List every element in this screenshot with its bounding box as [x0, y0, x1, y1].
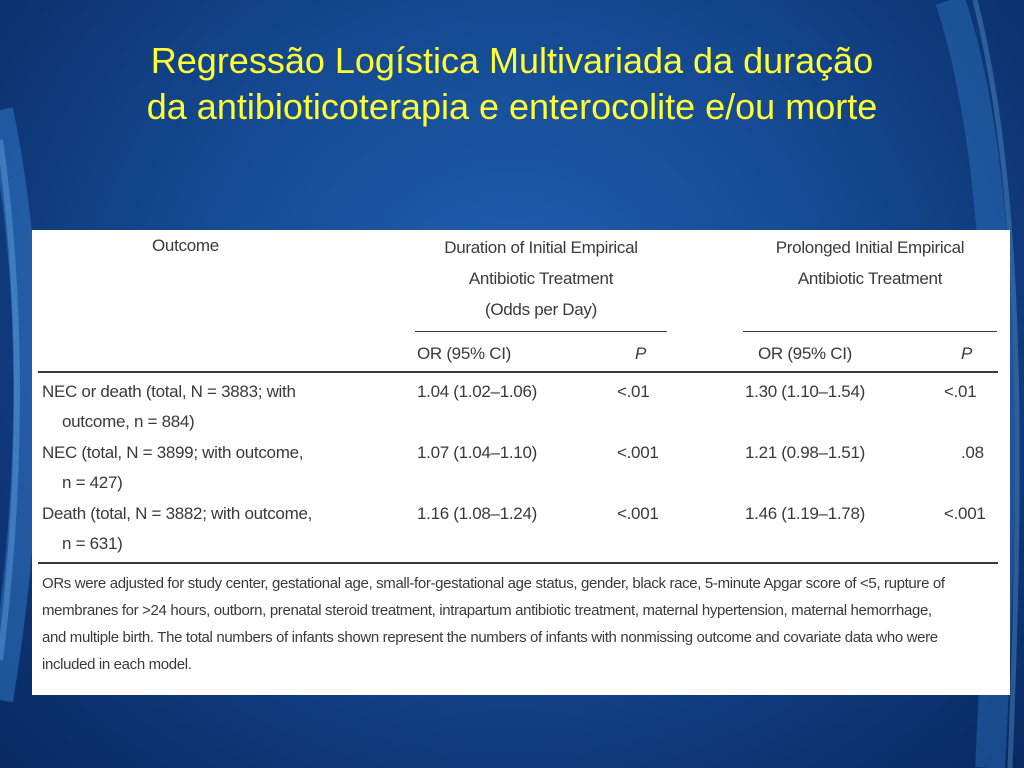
row2-or2: 1.21 (0.98–1.51)	[745, 443, 865, 462]
row1-outcome-line2: outcome, n = 884)	[62, 412, 195, 431]
table-bottom-rule	[38, 562, 998, 564]
row1-p1: <.01	[617, 382, 650, 401]
header-group1	[415, 232, 667, 325]
row1-p2: <.01	[944, 382, 977, 401]
row3-p2: <.001	[944, 504, 986, 523]
results-table	[32, 230, 1010, 695]
table-footnote	[42, 570, 1002, 678]
header-group1-line3: (Odds per Day)	[484, 300, 597, 319]
header-or-ci-2: OR (95% CI)	[758, 344, 852, 363]
table-image-panel	[32, 230, 1010, 695]
row3-outcome-line1: Death (total, N = 3882; with outcome,	[42, 504, 313, 523]
row3-outcome-line2: n = 631)	[62, 534, 123, 553]
slide-title-line-1: Regressão Logística Multivariada da duração	[150, 40, 874, 81]
header-group2-line2: Antibiotic Treatment	[797, 269, 943, 288]
header-group1-line1: Duration of Initial Empirical	[444, 238, 638, 257]
group2-rule	[743, 331, 997, 332]
footnote-line-3: and multiple birth. The total numbers of infants shown represent the numbers of infants with nonmissing outcome and covariate data who were	[42, 629, 938, 646]
footnote-line-2: membranes for >24 hours, outborn, prenatal steroid treatment, intrapartum antibiotic treatment, maternal hypertension, maternal hemorrhage,	[42, 602, 932, 619]
row1-or2: 1.30 (1.10–1.54)	[745, 382, 865, 401]
row2-or1: 1.07 (1.04–1.10)	[417, 443, 537, 462]
header-or-ci-1: OR (95% CI)	[417, 344, 511, 363]
footnote-line-4: included in each model.	[42, 656, 192, 673]
header-bottom-rule	[38, 371, 998, 373]
row3-or1: 1.16 (1.08–1.24)	[417, 504, 537, 523]
row2-outcome-line1: NEC (total, N = 3899; with outcome,	[42, 443, 304, 462]
row1-or1: 1.04 (1.02–1.06)	[417, 382, 537, 401]
row1-outcome-line1: NEC or death (total, N = 3883; with	[42, 382, 296, 401]
row3-p1: <.001	[617, 504, 659, 523]
row3-or2: 1.46 (1.19–1.78)	[745, 504, 865, 523]
row2-p1: <.001	[617, 443, 659, 462]
header-group2-line1: Prolonged Initial Empirical	[775, 238, 965, 257]
header-p-1: P	[635, 344, 647, 363]
slide-title-line-2: da antibioticoterapia e enterocolite e/ou morte	[146, 86, 878, 127]
header-group2	[744, 232, 996, 294]
header-group1-line2: Antibiotic Treatment	[468, 269, 614, 288]
header-p-2: P	[961, 344, 973, 363]
row2-p2: .08	[961, 443, 984, 462]
slide-title	[0, 38, 1024, 130]
row2-outcome-line2: n = 427)	[62, 473, 123, 492]
group1-rule	[415, 331, 667, 332]
footnote-line-1: ORs were adjusted for study center, gestational age, small-for-gestational age status, gender, black race, 5-minute Apgar score of <5, rupture of	[42, 575, 945, 592]
header-outcome: Outcome	[152, 236, 219, 255]
